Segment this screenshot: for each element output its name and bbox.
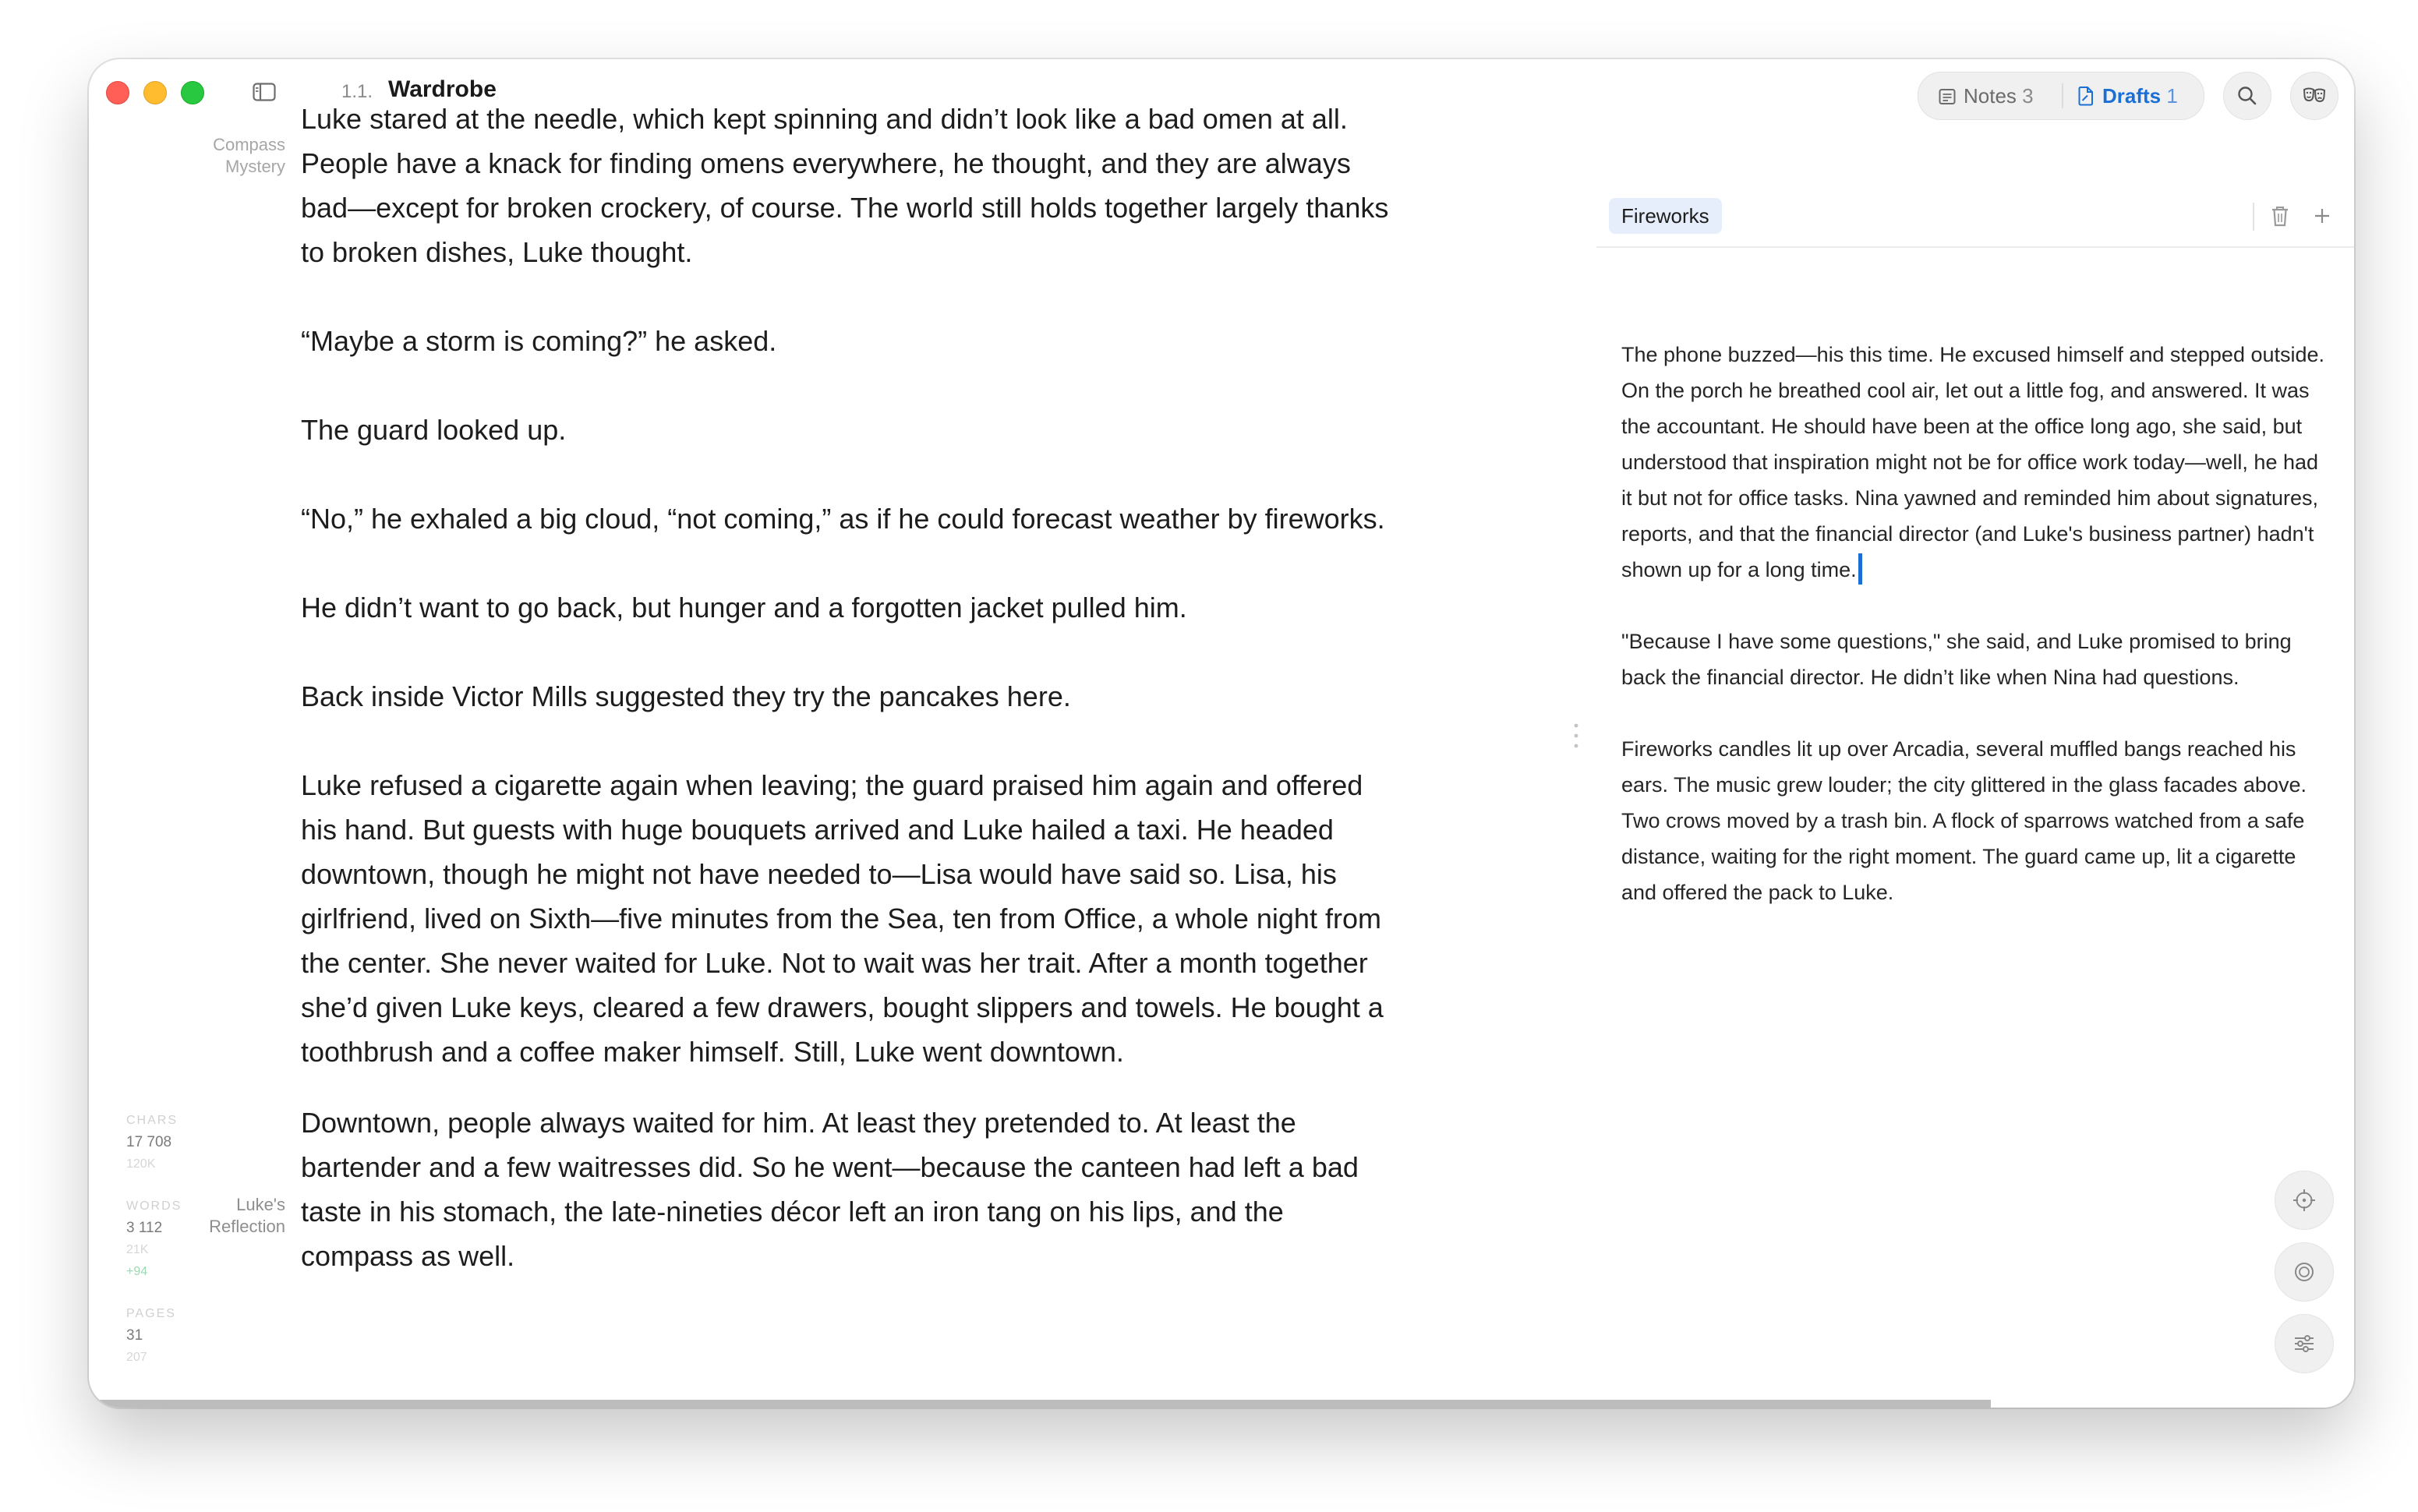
notes-count: 3 bbox=[2022, 84, 2034, 108]
panel-resize-handle[interactable] bbox=[1573, 722, 1579, 750]
crosshair-icon bbox=[2293, 1189, 2316, 1212]
words-label: WORDS bbox=[126, 1199, 182, 1213]
drafts-tab-label: Drafts bbox=[2102, 84, 2162, 108]
text-caret bbox=[1858, 553, 1862, 585]
drafts-count: 1 bbox=[2166, 84, 2178, 108]
chars-goal: 120K bbox=[126, 1157, 156, 1171]
drafts-tab[interactable] bbox=[2077, 82, 2178, 110]
editor-paragraph[interactable]: “Maybe a storm is coming?” he asked. bbox=[301, 325, 777, 357]
notes-tab[interactable] bbox=[1939, 82, 2034, 110]
minimize-window-button[interactable] bbox=[143, 81, 167, 104]
drafts-icon bbox=[2077, 85, 2095, 104]
chars-stat bbox=[126, 1110, 178, 1175]
chars-label: CHARS bbox=[126, 1114, 179, 1127]
margin-label-line: Mystery bbox=[225, 157, 285, 176]
margin-label-line: Compass bbox=[213, 135, 285, 154]
editor-paragraph[interactable]: Luke refused a cigarette again when leaving; the guard praised him again and offered his hand. But guests with huge bouquets arrived and Luke hailed a taxi. He headed downtown, though he might not have needed to—Lisa would have said so. Lisa, his girlfriend, lived on Sixth—five minutes from the Sea, ten from Office, a whole night from the center. She never waited for Luke. Not to wait was her trait. After a month together she’d given Luke keys, cleared a few drawers, bought slippers and towels. He bought a toothbrush and a coffee maker himself. Still, Luke went downtown. bbox=[301, 769, 1384, 1068]
add-draft-button[interactable] bbox=[2310, 204, 2334, 228]
draft-paragraph[interactable] bbox=[1621, 337, 2332, 588]
notes-icon bbox=[1939, 85, 1956, 104]
delete-draft-button[interactable] bbox=[2268, 204, 2292, 229]
notes-tab-label: Notes bbox=[1964, 84, 2017, 108]
trash-icon bbox=[2268, 204, 2292, 229]
theater-masks-button[interactable] bbox=[2290, 72, 2338, 120]
chars-value: 17 708 bbox=[126, 1134, 172, 1150]
tab-fireworks[interactable]: Fireworks bbox=[1609, 198, 1722, 234]
editor-paragraph[interactable]: “No,” he exhaled a big cloud, “not coming,” as if he could forecast weather by fireworks. bbox=[301, 503, 1385, 535]
focus-mode-button[interactable] bbox=[2275, 1242, 2334, 1302]
search-icon bbox=[2236, 84, 2259, 108]
sidebar-toggle-icon[interactable] bbox=[253, 83, 276, 101]
notes-drafts-switcher bbox=[1918, 72, 2204, 120]
margin-label-top bbox=[176, 134, 285, 178]
pages-goal: 207 bbox=[126, 1351, 147, 1364]
sliders-icon bbox=[2293, 1332, 2316, 1355]
words-stat bbox=[126, 1196, 182, 1283]
target-button[interactable] bbox=[2275, 1171, 2334, 1230]
switcher-divider bbox=[2062, 83, 2063, 108]
horizontal-scrollbar[interactable] bbox=[89, 1400, 1991, 1408]
pages-value: 31 bbox=[126, 1327, 143, 1344]
close-window-button[interactable] bbox=[106, 81, 129, 104]
search-button[interactable] bbox=[2223, 72, 2271, 120]
breadcrumb-number: 1.1. bbox=[341, 81, 373, 102]
theater-masks-icon bbox=[2303, 84, 2326, 108]
words-goal: 21K bbox=[126, 1243, 149, 1256]
maximize-window-button[interactable] bbox=[181, 81, 204, 104]
pages-stat bbox=[126, 1303, 176, 1369]
plus-icon bbox=[2310, 204, 2334, 228]
scrollbar-track-end bbox=[1991, 1401, 2354, 1408]
focus-circle-icon bbox=[2293, 1260, 2316, 1284]
draft-editor[interactable] bbox=[1621, 337, 2332, 946]
words-value: 3 112 bbox=[126, 1220, 163, 1236]
breadcrumb-title[interactable]: Wardrobe bbox=[388, 76, 497, 102]
editor-paragraph[interactable]: Luke stared at the needle, which kept spinning and didn’t look like a bad omen at all. People have a knack for finding omens everywhere, he thought, and they are always bad—except for broken crockery, of course. The world still holds together largely thanks to broken dishes, Luke thought. bbox=[301, 103, 1389, 268]
words-delta: +94 bbox=[126, 1265, 148, 1278]
editor-paragraph[interactable]: The guard looked up. bbox=[301, 414, 567, 446]
draft-paragraph[interactable]: "Because I have some questions," she said, and Luke promised to bring back the financial director. He didn’t like when Nina had questions. bbox=[1621, 630, 2292, 689]
margin-label-line: Luke's bbox=[236, 1195, 285, 1214]
margin-label-line: Reflection bbox=[209, 1217, 285, 1236]
tab-bar-divider bbox=[2253, 203, 2254, 231]
tab-bar-underline bbox=[1596, 246, 2354, 248]
draft-paragraph[interactable]: Fireworks candles lit up over Arcadia, several muffled bangs reached his ears. The music grew louder; the city glittered in the glass facades above. Two crows moved by a trash bin. A flock of sparrows watched from a safe distance, waiting for the right moment. The guard came up, lit a cigarette and offered the pack to Luke. bbox=[1621, 737, 2307, 904]
pages-label: PAGES bbox=[126, 1307, 176, 1320]
editor-paragraph[interactable]: Back inside Victor Mills suggested they try the pancakes here. bbox=[301, 680, 1071, 712]
draft-paragraph-text[interactable]: The phone buzzed—his this time. He excused himself and stepped outside. On the porch he breathed cool air, let out a little fog, and answered. It was the accountant. He should have been at the office long ago, she said, but understood that inspiration might not be for office work today—well, he had it but not for office tasks. Nina yawned and reminded him about signatures, reports, and that the financial director (and Luke's business partner) hadn't shown up for a long time. bbox=[1621, 343, 2325, 581]
editor-paragraph[interactable]: He didn’t want to go back, but hunger and a forgotten jacket pulled him. bbox=[301, 592, 1187, 624]
manuscript-editor[interactable] bbox=[301, 97, 1392, 1278]
editor-paragraph[interactable]: Downtown, people always waited for him. At least they pretended to. At least the bartender and a few waitresses did. So he went—because the canteen had left a bad taste in his stomach, the late-nineties décor left an iron tang on his lips, and the compass as well. bbox=[301, 1107, 1359, 1272]
settings-sliders-button[interactable] bbox=[2275, 1314, 2334, 1373]
app-window bbox=[89, 59, 2354, 1408]
margin-label-bottom bbox=[176, 1194, 285, 1238]
